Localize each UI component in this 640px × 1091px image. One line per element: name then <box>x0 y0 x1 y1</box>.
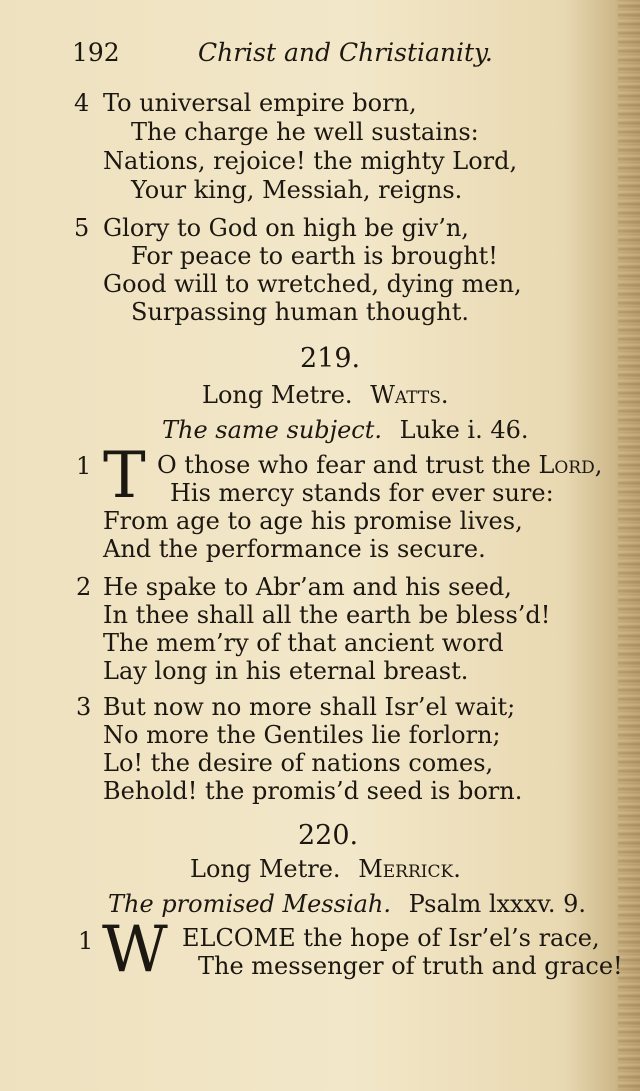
meter: Long Metre. <box>202 381 353 409</box>
stanza-number: 1 <box>76 452 92 480</box>
verse-line: Your king, Messiah, reigns. <box>131 176 463 204</box>
verse-line: The messenger of truth and grace! <box>198 952 623 980</box>
verse-line <box>157 450 602 480</box>
verse-line: Nations, rejoice! the mighty Lord, <box>103 147 518 175</box>
verse-line: His mercy stands for ever sure: <box>170 479 554 507</box>
page-number: 192 <box>72 38 120 67</box>
verse-line: To universal empire born, <box>103 89 417 117</box>
stanza-number: 1 <box>78 927 94 955</box>
hymn-number: 219. <box>300 343 361 374</box>
verse-line: Lo! the desire of nations comes, <box>103 749 494 777</box>
lord-small-caps: Lord, <box>538 451 603 479</box>
running-title: Christ and Christianity. <box>198 38 493 67</box>
verse-line: The mem’ry of that ancient word <box>103 629 504 657</box>
meter-label <box>202 381 449 409</box>
verse-line: Glory to God on high be giv’n, <box>103 214 469 242</box>
page-edge <box>618 0 640 1091</box>
drop-cap: T <box>103 439 146 513</box>
subject: The promised Messiah. <box>108 890 392 918</box>
meter-label <box>190 855 461 883</box>
verse-line: For peace to earth is brought! <box>131 242 498 270</box>
author: Watts. <box>370 381 449 409</box>
verse-line: ELCOME the hope of Isr’el’s race, <box>182 924 600 952</box>
subject: The same subject. <box>162 416 383 444</box>
verse-line: In thee shall all the earth be bless’d! <box>103 601 551 629</box>
verse-text: O those who fear and trust the <box>157 451 539 479</box>
stanza-number: 2 <box>76 573 92 601</box>
subject-line <box>162 416 529 444</box>
verse-line: And the performance is secure. <box>103 535 486 563</box>
author: Merrick. <box>358 855 461 883</box>
verse-line: Lay long in his eternal breast. <box>103 657 469 685</box>
verse-line: Behold! the promis’d seed is born. <box>103 777 523 805</box>
subject-line <box>108 890 586 918</box>
verse-line: From age to age his promise lives, <box>103 507 523 535</box>
meter: Long Metre. <box>190 855 341 883</box>
drop-cap: W <box>102 913 168 987</box>
verse-line: No more the Gentiles lie forlorn; <box>103 721 501 749</box>
hymn-number: 220. <box>298 820 359 851</box>
stanza-number: 5 <box>74 214 90 242</box>
verse-line: Surpassing human thought. <box>131 298 469 326</box>
verse-line: But now no more shall Isr’el wait; <box>103 693 516 721</box>
scripture-reference: Psalm lxxxv. 9. <box>408 890 586 918</box>
stanza-number: 4 <box>74 89 90 117</box>
scripture-reference: Luke i. 46. <box>399 416 529 444</box>
stanza-number: 3 <box>76 693 92 721</box>
verse-line: The charge he well sustains: <box>131 118 479 146</box>
verse-line: Good will to wretched, dying men, <box>103 270 522 298</box>
verse-line: He spake to Abr’am and his seed, <box>103 573 512 601</box>
